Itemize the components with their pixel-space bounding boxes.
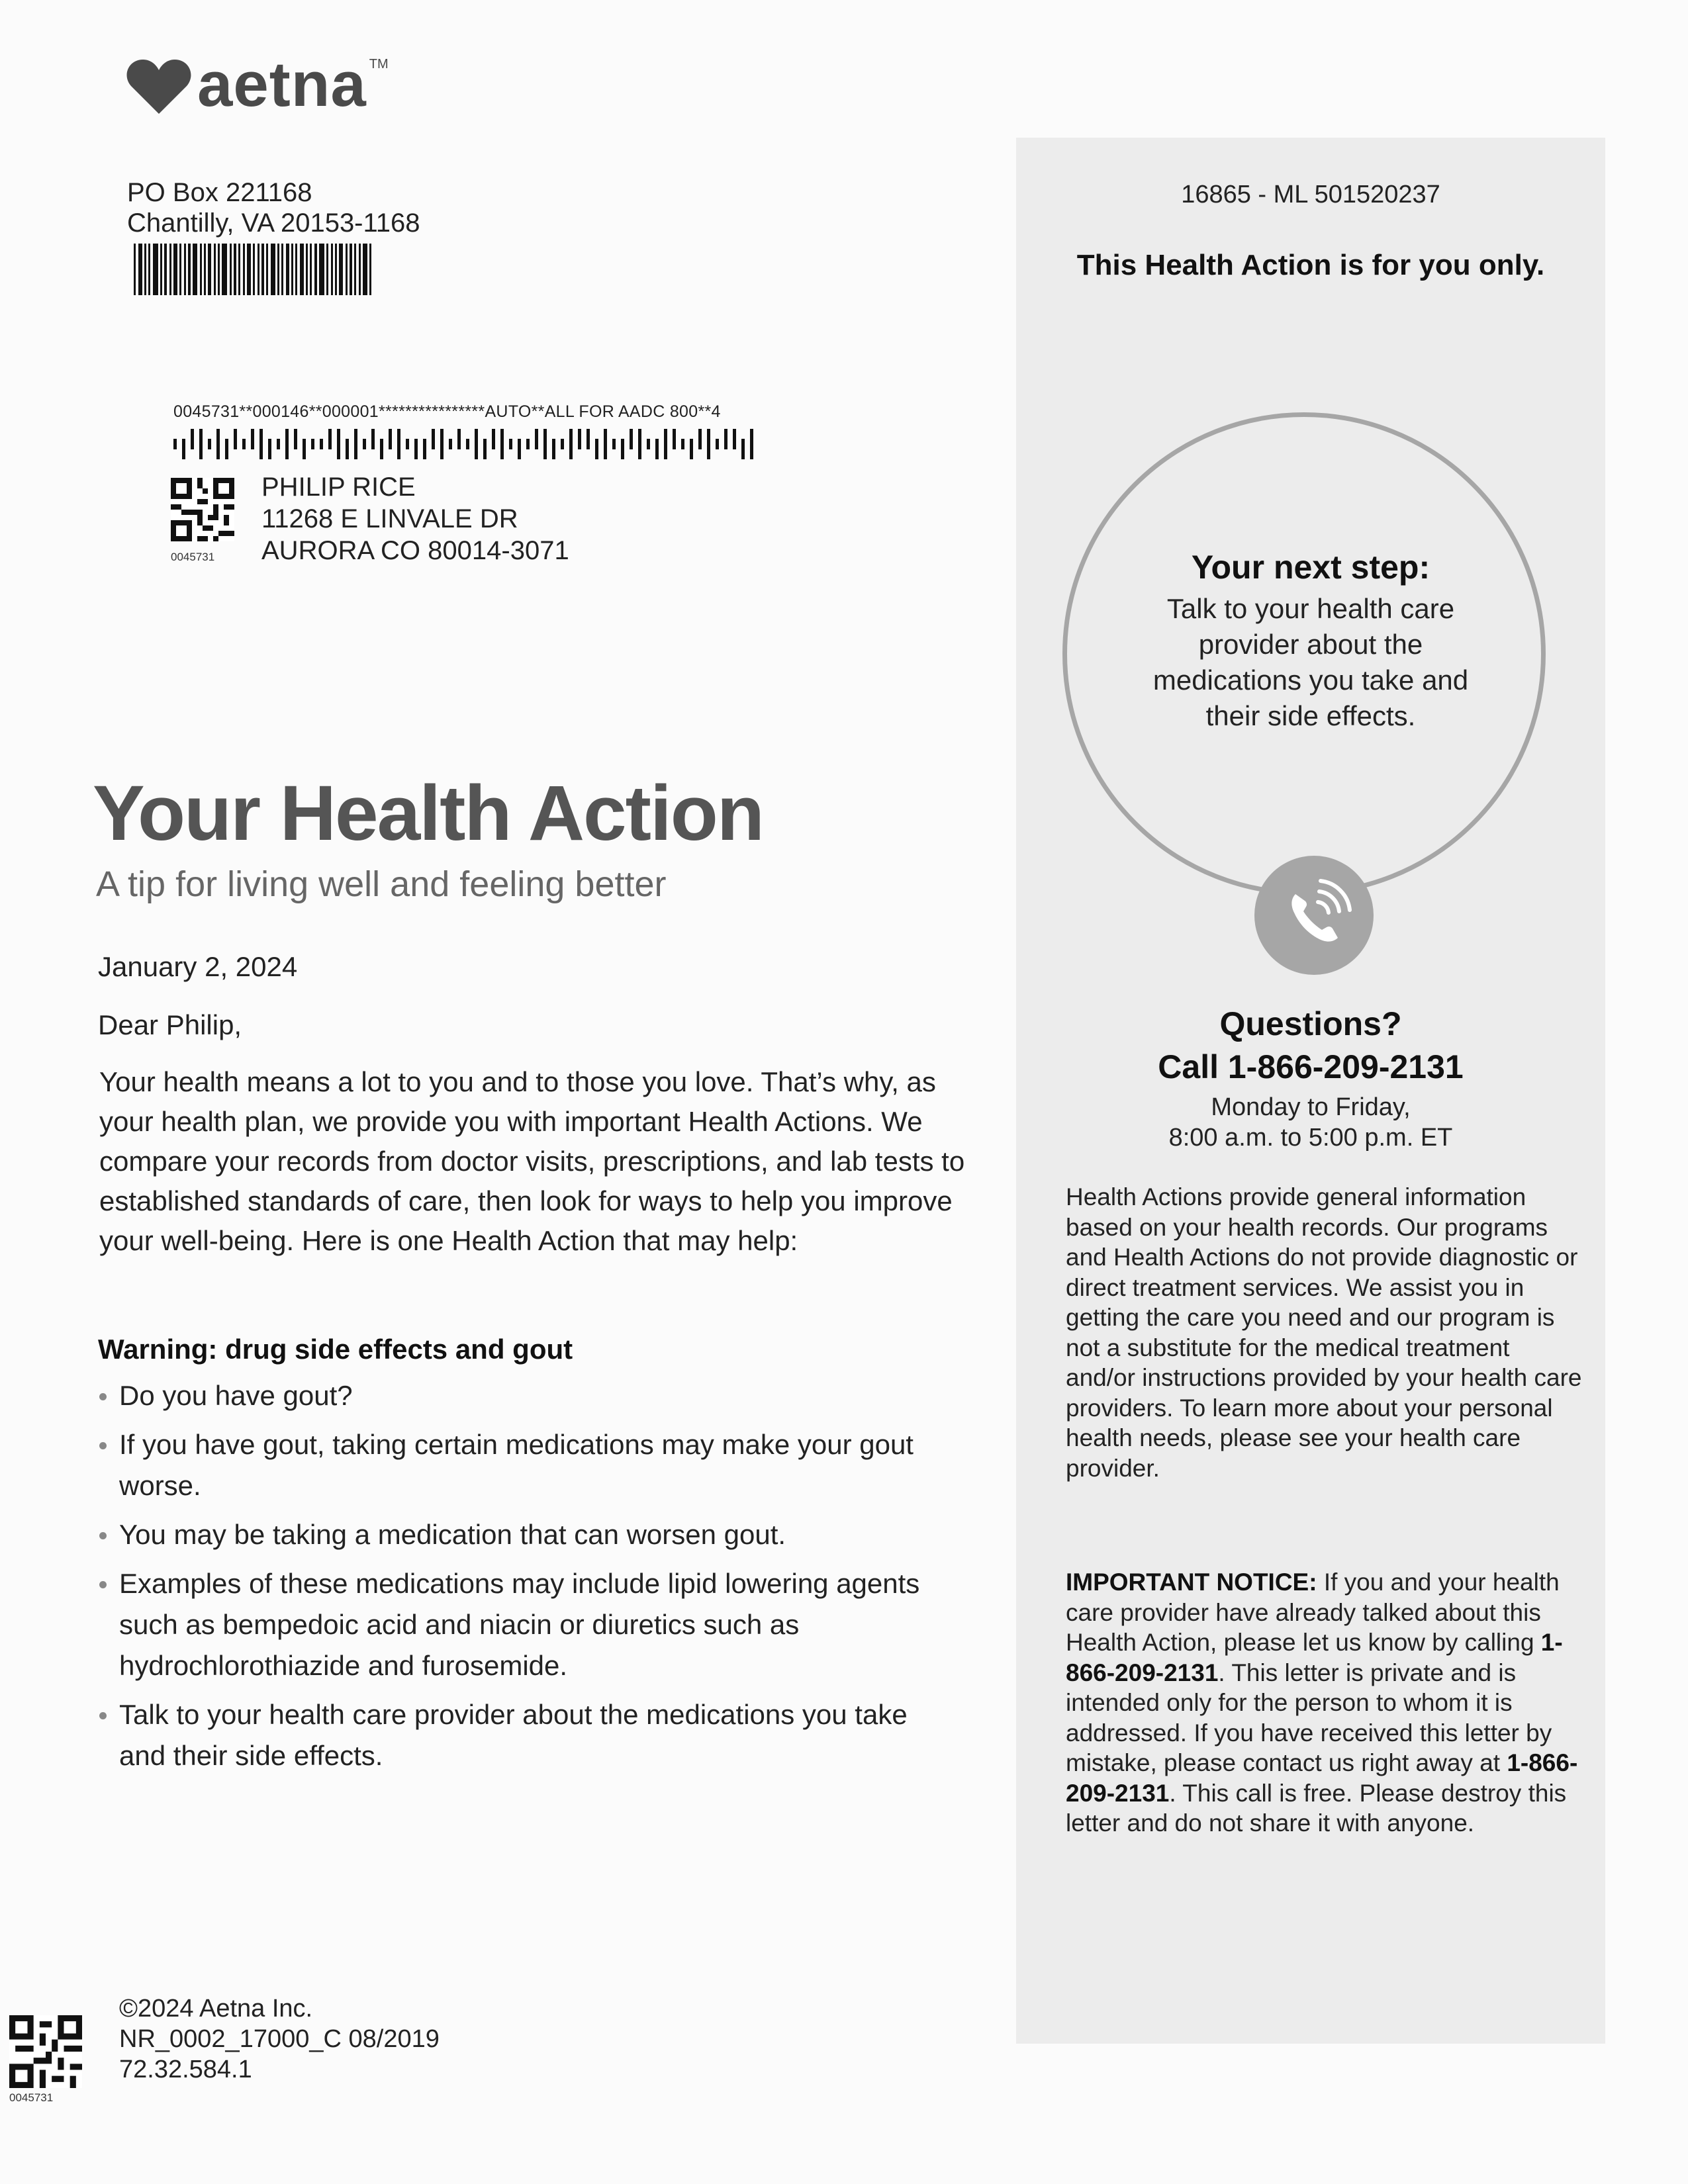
barcode-bar [204, 244, 206, 295]
barcode-bar [214, 244, 216, 295]
barcode-bar [716, 439, 719, 449]
barcode-bar [440, 429, 444, 459]
barcode-bar [346, 244, 348, 295]
next-step-title: Your next step: [1191, 549, 1430, 586]
barcode-bar [291, 244, 293, 295]
letter-subtitle: A tip for living well and feeling better [96, 864, 667, 904]
barcode-bar [371, 429, 375, 449]
copyright: ©2024 Aetna Inc. [119, 1995, 313, 2023]
barcode-bar [138, 244, 142, 295]
barcode-bar [359, 244, 361, 295]
sidebar-panel [1016, 138, 1605, 2044]
barcode-bar [268, 439, 271, 459]
barcode-bar [148, 244, 150, 295]
barcode-bar [741, 439, 745, 459]
recipient-name: PHILIP RICE [261, 473, 416, 502]
bullet-icon [99, 1532, 107, 1539]
barcode-bar [389, 429, 392, 449]
barcode-bar [664, 429, 667, 459]
letter-date: January 2, 2024 [98, 951, 298, 982]
barcode-bar [277, 244, 279, 295]
barcode-bar [234, 429, 237, 449]
barcode-bar [526, 439, 530, 449]
return-address-barcode [134, 244, 374, 295]
return-address [127, 177, 420, 238]
barcode-bar [733, 429, 736, 449]
barcode-bar [475, 429, 478, 459]
bullet-icon [99, 1393, 107, 1400]
return-address-line1: PO Box 221168 [127, 178, 312, 207]
heart-icon [126, 57, 192, 116]
barcode-bar [354, 429, 357, 459]
letter-greeting: Dear Philip, [98, 1009, 242, 1040]
notice-phone-1: 1-866-209-2131 [1066, 1629, 1563, 1686]
barcode-bar [369, 244, 371, 295]
bullet-text: Talk to your health care provider about the medications you take and their side effects. [119, 1699, 908, 1771]
bullet-text: Examples of these medications may include lipid lowering agents such as bempedoic acid and niacin or diuretics such as hydrochlorothiazide and furosemide. [119, 1568, 920, 1681]
barcode-bar [569, 429, 573, 459]
barcode-bar [397, 429, 400, 459]
barcode-bar [595, 439, 598, 459]
barcode-bar [259, 429, 263, 459]
barcode-bar [277, 439, 280, 449]
postal-barcode [173, 429, 759, 459]
barcode-bar [604, 429, 607, 459]
barcode-bar [328, 429, 332, 449]
sidebar-for-you-only: This Health Action is for you only. [1076, 249, 1545, 281]
bullet-text: You may be taking a medication that can worsen gout. [119, 1519, 786, 1550]
notice-phone-2: 1-866-209-2131 [1066, 1749, 1578, 1807]
barcode-bar [518, 439, 521, 459]
barcode-bar [638, 429, 641, 459]
recipient-street: 11268 E LINVALE DR [261, 504, 518, 533]
barcode-bar [354, 244, 356, 295]
barcode-bar [647, 439, 650, 449]
barcode-bar [160, 244, 162, 295]
barcode-bar [230, 244, 232, 295]
letter-title: Your Health Action [93, 770, 763, 857]
list-item [99, 1514, 960, 1555]
barcode-bar [690, 439, 693, 459]
barcode-bar [363, 439, 366, 449]
barcode-bar [449, 439, 452, 449]
bullet-icon [99, 1712, 107, 1719]
call-hours-time: 8:00 a.m. to 5:00 p.m. ET [1168, 1124, 1453, 1152]
barcode-bar [208, 244, 211, 295]
barcode-bar [707, 429, 710, 459]
form-code: NR_0002_17000_C 08/2019 [119, 2025, 440, 2053]
barcode-bar [681, 439, 684, 449]
warning-bullet-list [99, 1375, 960, 1784]
barcode-bar [414, 439, 418, 459]
notice-text-2: . This letter is private and is intended only for the person to whom it is addressed. If you have received this letter by mistake, please contact us right away at [1066, 1659, 1552, 1776]
footer-qr-label: 0045731 [9, 2091, 54, 2104]
barcode-bar [191, 429, 194, 449]
barcode-bar [261, 244, 264, 295]
barcode-bar [200, 244, 202, 295]
questions-heading: Questions? [1219, 1005, 1402, 1042]
barcode-bar [380, 439, 383, 459]
barcode-bar [724, 429, 727, 449]
barcode-bar [242, 439, 246, 449]
letter-intro-paragraph: Your health means a lot to you and to those you love. That’s why, as your health plan, we provide you with important Health Actions. We compare your records from doctor visits, prescriptions, and lab tests to established standards of care, then look for ways to help you improve your well-being. Here is one Health Action that may help: [99, 1066, 965, 1256]
barcode-bar [310, 244, 312, 295]
call-phone-number: Call 1-866-209-2131 [1158, 1048, 1464, 1085]
bullet-icon [99, 1581, 107, 1588]
barcode-bar [335, 244, 337, 295]
barcode-bar [698, 429, 702, 449]
barcode-bar [303, 439, 306, 459]
notice-label: IMPORTANT NOTICE: [1066, 1569, 1317, 1596]
barcode-bar [173, 439, 177, 449]
next-step-text: Talk to your health care provider about the medications you take and their side effects. [1152, 593, 1469, 731]
barcode-bar [258, 244, 259, 295]
barcode-bar [285, 429, 289, 459]
trademark-symbol: TM [369, 57, 389, 71]
barcode-bar [655, 439, 659, 459]
barcode-bar [483, 439, 487, 459]
notice-text-1: If you and your health care provider have already talked about this Health Action, please let us know by calling [1066, 1569, 1560, 1656]
phone-badge [1254, 856, 1374, 975]
list-item [99, 1375, 960, 1416]
barcode-bar [331, 244, 333, 295]
sidebar-reference-number: 16865 - ML 501520237 [1181, 181, 1440, 208]
bullet-text: If you have gout, taking certain medications may make your gout worse. [119, 1429, 914, 1501]
barcode-bar [225, 439, 228, 459]
barcode-bar [182, 439, 185, 459]
important-notice [1066, 1567, 1582, 1839]
barcode-bar [552, 439, 555, 459]
barcode-bar [134, 244, 136, 295]
mail-sort-line: 0045731**000146**000001****************AUTO**ALL FOR AADC 800**4 [173, 402, 721, 421]
barcode-bar [208, 439, 211, 449]
barcode-bar [238, 244, 240, 295]
barcode-bar [218, 244, 220, 295]
address-qr-label: 0045731 [171, 551, 215, 563]
barcode-bar [363, 244, 367, 295]
barcode-bar [251, 429, 254, 449]
barcode-bar [281, 244, 283, 295]
list-item [99, 1563, 960, 1686]
barcode-bar [578, 429, 581, 449]
barcode-bar [586, 429, 590, 449]
logo-wordmark: aetna [197, 49, 367, 120]
barcode-bar [406, 439, 409, 449]
barcode-bar [466, 439, 469, 449]
barcode-bar [750, 429, 753, 459]
barcode-bar [509, 439, 512, 449]
barcode-bar [286, 244, 289, 295]
barcode-bar [673, 429, 676, 449]
barcode-bar [423, 439, 426, 459]
barcode-bar [144, 244, 146, 295]
barcode-bar [216, 429, 220, 459]
barcode-bar [300, 244, 304, 295]
return-address-line2: Chantilly, VA 20153-1168 [127, 208, 420, 238]
recipient-city: AURORA CO 80014-3071 [261, 536, 569, 565]
list-item [99, 1694, 960, 1776]
barcode-bar [492, 429, 495, 449]
call-hours [1016, 1092, 1605, 1153]
footer-codes [119, 1993, 440, 2085]
bullet-text: Do you have gout? [119, 1380, 353, 1411]
barcode-bar [306, 244, 308, 295]
disclaimer-text: Health Actions provide general information based on your health records. Our programs and Health Actions do not provide diagnostic or direct treatment services. We assist you in getting the care you need and our program is not a substitute for the medical treatment and/or instructions provided by your health care providers. To learn more about your personal health needs, please see your health care provider. [1066, 1183, 1582, 1482]
barcode-bar [500, 429, 504, 459]
barcode-bar [311, 439, 314, 449]
bullet-icon [99, 1442, 107, 1449]
recipient-address [261, 471, 569, 567]
barcode-bar [179, 244, 181, 295]
barcode-bar [612, 439, 616, 449]
barcode-bar [153, 244, 158, 295]
barcode-bar [234, 244, 236, 295]
barcode-bar [169, 244, 171, 295]
phone-icon [1254, 856, 1374, 975]
barcode-bar [164, 244, 167, 295]
warning-heading: Warning: drug side effects and gout [98, 1334, 573, 1365]
address-qr-code [171, 478, 234, 541]
barcode-bar [184, 244, 186, 295]
barcode-bar [350, 244, 352, 295]
notice-text-3: . This call is free. Please destroy this letter and do not share it with anyone. [1066, 1779, 1567, 1837]
barcode-bar [621, 439, 624, 459]
barcode-bar [432, 429, 435, 449]
barcode-bar [199, 429, 203, 459]
barcode-bar [266, 244, 268, 295]
barcode-bar [253, 244, 255, 295]
barcode-bar [543, 429, 547, 459]
barcode-bar [346, 439, 349, 459]
barcode-bar [457, 429, 461, 449]
call-hours-days: Monday to Friday, [1211, 1093, 1411, 1121]
aetna-logo [126, 49, 389, 120]
barcode-bar [630, 429, 633, 449]
barcode-bar [326, 244, 328, 295]
barcode-bar [243, 244, 245, 295]
barcode-bar [337, 429, 340, 459]
barcode-bar [561, 439, 564, 449]
footer-qr-code [9, 2015, 82, 2088]
barcode-bar [173, 244, 177, 295]
barcode-bar [295, 244, 297, 295]
barcode-bar [193, 244, 197, 295]
barcode-bar [294, 429, 297, 449]
barcode-bar [314, 244, 317, 295]
barcode-bar [319, 244, 324, 295]
barcode-bar [222, 244, 227, 295]
list-item [99, 1424, 960, 1506]
barcode-bar [320, 439, 323, 449]
barcode-bar [247, 244, 251, 295]
barcode-bar [188, 244, 191, 295]
barcode-bar [271, 244, 275, 295]
barcode-bar [535, 429, 538, 449]
barcode-bar [339, 244, 343, 295]
reference-code: 72.32.584.1 [119, 2056, 252, 2083]
